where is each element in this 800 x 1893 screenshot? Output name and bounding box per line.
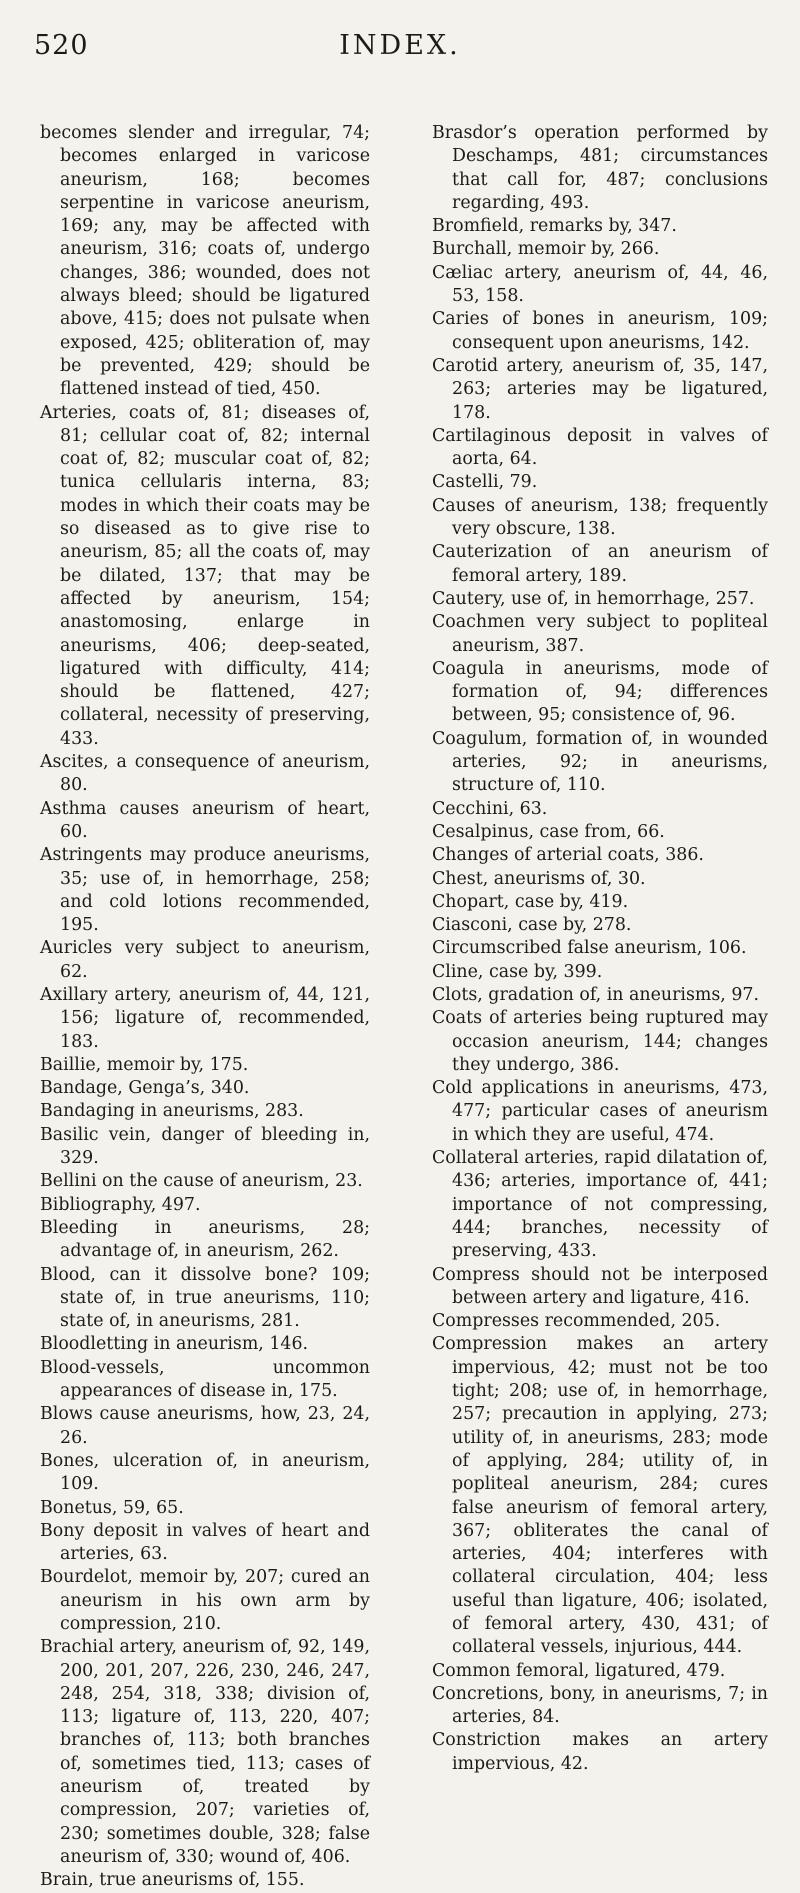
index-entry: Bones, ulceration of, in aneurism, 109. (40, 1450, 370, 1495)
page-number: 520 (34, 30, 89, 61)
index-entry: Compression makes an artery impervious, 42; must not be too tight; 208; use of, in hemorrhage, 257; precaution in applying, 273; utility of, in aneurisms, 283; mode of applying, 284; utility of, in popliteal aneurism, 284; cures false aneurism of femoral artery, 367; obliterates the canal of arteries, 404; interferes with collateral circulation, 404; less useful than ligature, 406; isolated, of femoral artery, 430, 431; of collateral vessels, injurious, 444. (432, 1334, 768, 1658)
index-entry: Brasdor’s operation performed by Deschamps, 481; circumstances that call for, 487; conclusions regarding, 493. (432, 123, 768, 213)
index-entry: Bromfield, remarks by, 347. (432, 216, 677, 237)
index-entry: Carotid artery, aneurism of, 35, 147, 263; arteries may be ligatured, 178. (432, 355, 768, 423)
index-entry: Cæliac artery, aneurism of, 44, 46, 53, 158. (432, 262, 768, 307)
index-entry: Bibliography, 497. (40, 1194, 201, 1215)
index-entry: Coachmen very subject to popliteal aneurism, 387. (432, 612, 768, 656)
index-entry: Bourdelot, memoir by, 207; cured an aneurism in his own arm by compression, 210. (40, 1567, 370, 1634)
index-entry: Cautery, use of, in hemorrhage, 257. (432, 588, 755, 609)
index-entry: Bonetus, 59, 65. (40, 1497, 184, 1518)
index-entry: Chest, aneurisms of, 30. (432, 868, 646, 889)
index-entry: Compress should not be interposed between artery and ligature, 416. (432, 1264, 768, 1308)
index-entry: Blows cause aneurisms, how, 23, 24, 26. (40, 1404, 370, 1448)
index-entry: Cecchini, 63. (432, 798, 548, 819)
index-entry: Concretions, bony, in aneurisms, 7; in arteries, 84. (432, 1683, 768, 1728)
index-entry: Bandaging in aneurisms, 283. (40, 1101, 304, 1122)
index-entry: Clots, gradation of, in aneurisms, 97. (432, 984, 759, 1005)
index-entry: Cauterization of an aneurism of femoral artery, 189. (432, 542, 768, 586)
index-entry: Circumscribed false aneurism, 106. (432, 938, 747, 959)
index-entry: Compresses recommended, 205. (432, 1311, 721, 1332)
index-entry: Basilic vein, danger of bleeding in, 329. (40, 1124, 370, 1169)
index-entry: Castelli, 79. (432, 472, 538, 493)
index-entry: Burchall, memoir by, 266. (432, 239, 660, 260)
index-entry: Cartilaginous deposit in valves of aorta, 64. (432, 425, 768, 470)
index-entry: Caries of bones in aneurism, 109; consequent upon aneurisms, 142. (432, 309, 768, 353)
index-entry: Chopart, case by, 419. (432, 891, 629, 912)
index-entry: Coagula in aneurisms, mode of formation of, 94; differences between, 95; consistence of, 96. (432, 658, 768, 726)
index-entry: Common femoral, ligatured, 479. (432, 1660, 726, 1681)
index-entry: Coats of arteries being ruptured may occasion aneurism, 144; changes they undergo, 386. (432, 1008, 768, 1075)
index-entry: Brain, true aneurisms of, 155. (40, 1870, 305, 1891)
index-entry: Collateral arteries, rapid dilatation of, 436; arteries, importance of, 441; importance of not compressing, 444; branches, necessity of preserving, 433. (432, 1148, 769, 1262)
running-title: INDEX. (339, 30, 461, 61)
index-entry: Blood-vessels, uncommon appearances of disease in, 175. (40, 1357, 370, 1402)
index-column-right (432, 122, 768, 1776)
index-entry: becomes slender and irregular, 74; becomes enlarged in varicose aneurism, 168; becomes serpentine in varicose aneurism, 169; any, may be affected with aneurism, 316; coats of, undergo changes, 386; wounded, does not always bleed; should be ligatured above, 415; does not pulsate when exposed, 425; obliteration of, may be prevented, 429; should be flattened instead of tied, 450. (40, 123, 370, 400)
index-entry: Cesalpinus, case from, 66. (432, 821, 665, 842)
index-entry: Cline, case by, 399. (432, 961, 603, 982)
index-entry: Asthma causes aneurism of heart, 60. (40, 798, 370, 842)
index-entry: Auricles very subject to aneurism, 62. (40, 938, 370, 982)
index-entry: Bandage, Genga’s, 340. (40, 1078, 250, 1099)
index-entry: Constriction makes an artery impervious, 42. (432, 1730, 768, 1774)
index-entry: Bloodletting in aneurism, 146. (40, 1334, 309, 1355)
index-column-left (40, 122, 370, 1893)
index-entry: Astringents may produce aneurisms, 35; use of, in hemorrhage, 258; and cold lotions recommended, 195. (40, 845, 370, 936)
index-entry: Brachial artery, aneurism of, 92, 149, 200, 201, 207, 226, 230, 246, 247, 248, 254, 318, 338; division of, 113; ligature of, 113, 220, 407; branches of, 113; both branches of, sometimes tied, 113; cases of aneurism of, treated by compression, 207; varieties of, 230; sometimes double, 328; false aneurism of, 330; wound of, 406. (40, 1637, 370, 1867)
index-entry: Bellini on the cause of aneurism, 23. (40, 1171, 363, 1192)
index-entry: Arteries, coats of, 81; diseases of, 81; cellular coat of, 82; internal coat of, 82; muscular coat of, 82; tunica cellularis interna, 83; modes in which their coats may be so diseased as to give rise to aneurism, 85; all the coats of, may be dilated, 137; that may be affected by aneurism, 154; anastomosing, enlarge in aneurisms, 406; deep-seated, ligatured with difficulty, 414; should be flattened, 427; collateral, necessity of preserving, 433. (40, 402, 370, 749)
index-entry: Bleeding in aneurisms, 28; advantage of, in aneurism, 262. (40, 1217, 370, 1262)
index-entry: Axillary artery, aneurism of, 44, 121, 156; ligature of, recommended, 183. (40, 984, 370, 1052)
index-entry: Causes of aneurism, 138; frequently very obscure, 138. (432, 495, 768, 540)
index-entry: Baillie, memoir by, 175. (40, 1054, 249, 1075)
index-entry: Changes of arterial coats, 386. (432, 845, 704, 866)
index-entry: Cold applications in aneurisms, 473, 477; particular cases of aneurism in which they are useful, 474. (432, 1078, 768, 1145)
page-header (0, 30, 800, 70)
index-entry: Coagulum, formation of, in wounded arteries, 92; in aneurisms, structure of, 110. (432, 728, 768, 796)
index-entry: Ciasconi, case by, 278. (432, 915, 632, 936)
index-entry: Blood, can it dissolve bone? 109; state of, in true aneurisms, 110; state of, in aneurisms, 281. (40, 1264, 370, 1332)
index-entry: Bony deposit in valves of heart and arteries, 63. (40, 1520, 370, 1565)
index-entry: Ascites, a consequence of aneurism, 80. (40, 752, 370, 796)
